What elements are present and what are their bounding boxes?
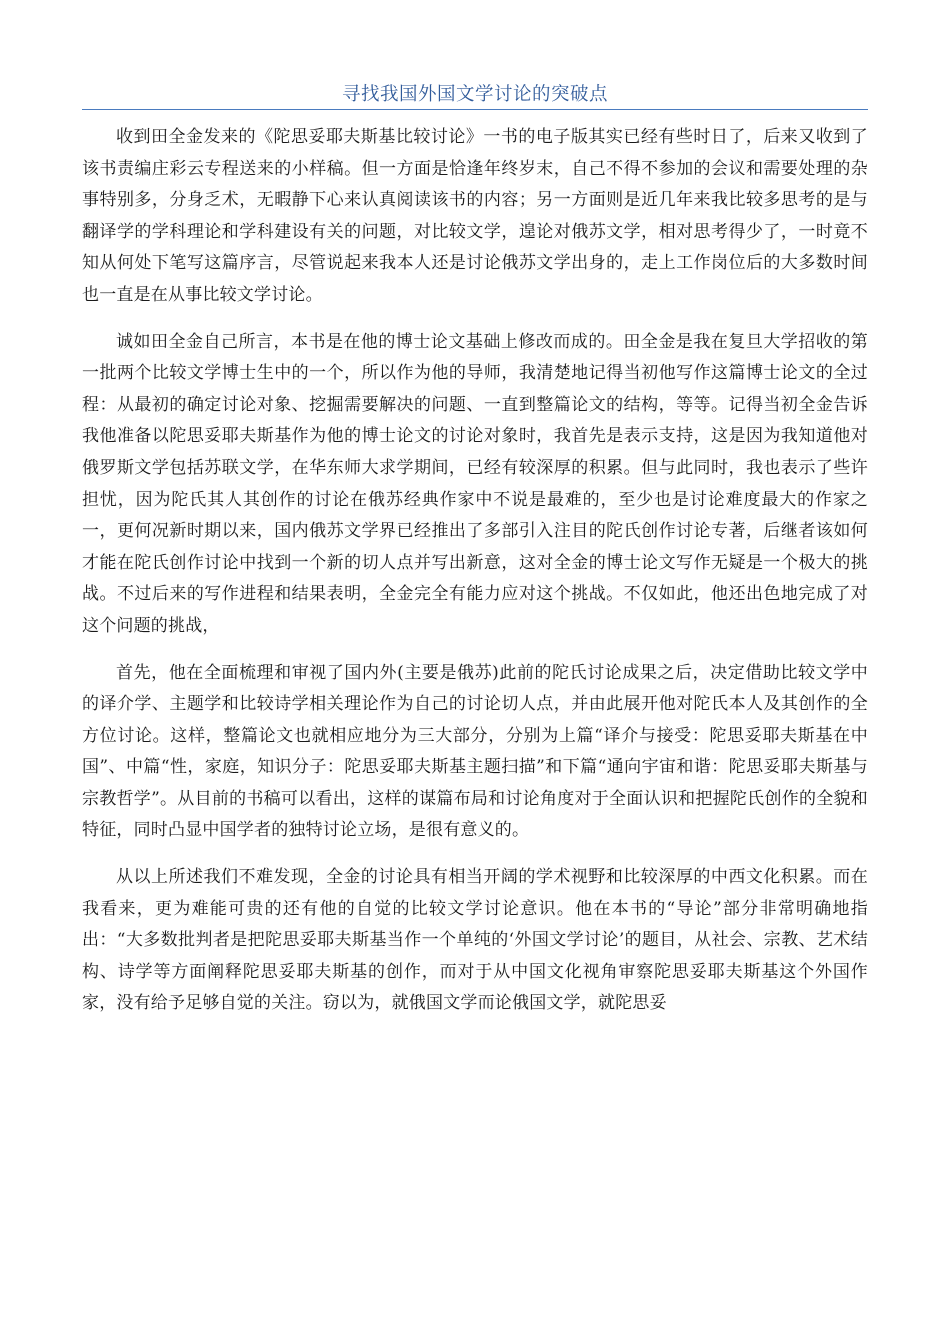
paragraph-3: 首先，他在全面梳理和审视了国内外(主要是俄苏)此前的陀氏讨论成果之后，决定借助比较文学中的译介学、主题学和比较诗学相关理论作为自己的讨论切人点，并由此展开他对陀氏本人及其创作的全方位讨论。这样，整篇论文也就相应地分为三大部分，分别为上篇“译介与接受：陀思妥耶夫斯基在中国”、中篇“性，家庭，知识分子：陀思妥耶夫斯基主题扫描”和下篇“通向宇宙和谐：陀思妥耶夫斯基与宗教哲学”。从目前的书稿可以看出，这样的谋篇布局和讨论角度对于全面认识和把握陀氏创作的全貌和特征，同时凸显中国学者的独特讨论立场，是很有意义的。 <box>82 662 868 841</box>
paragraph-2: 诚如田全金自己所言，本书是在他的博士论文基础上修改而成的。田全金是我在复旦大学招收的第一批两个比较文学博士生中的一个，所以作为他的导师，我清楚地记得当初他写作这篇博士论文的全过程：从最初的确定讨论对象、挖掘需要解决的问题、一直到整篇论文的结构，等等。记得当初全金告诉我他准备以陀思妥耶夫斯基作为他的博士论文的讨论对象时，我首先是表示支持，这是因为我知道他对俄罗斯文学包括苏联文学，在华东师大求学期间，已经有较深厚的积累。但与此同时，我也表示了些许担忧，因为陀氏其人其创作的讨论在俄苏经典作家中不说是最难的，至少也是讨论难度最大的作家之一，更何况新时期以来，国内俄苏文学界已经推出了多部引入注目的陀氏创作讨论专著，后继者该如何才能在陀氏创作讨论中找到一个新的切人点并写出新意，这对全金的博士论文写作无疑是一个极大的挑战。不过后来的写作进程和结果表明，全金完全有能力应对这个挑战。不仅如此，他还出色地完成了对这个问题的挑战， <box>82 331 868 636</box>
document-title: 寻找我国外国文学讨论的突破点 <box>82 82 868 110</box>
document-body <box>82 122 868 1020</box>
paragraph-1: 收到田全金发来的《陀思妥耶夫斯基比较讨论》一书的电子版其实已经有些时日了，后来又收到了该书责编庄彩云专程送来的小样稿。但一方面是恰逢年终岁末，自己不得不参加的会议和需要处理的杂事特别多，分身乏术，无暇静下心来认真阅读该书的内容；另一方面则是近几年来我比较多思考的是与翻译学的学科理论和学科建设有关的问题，对比较文学，遑论对俄苏文学，相对思考得少了，一时竟不知从何处下笔写这篇序言，尽管说起来我本人还是讨论俄苏文学出身的，走上工作岗位后的大多数时间也一直是在从事比较文学讨论。 <box>82 127 868 305</box>
document-page <box>82 82 868 1035</box>
paragraph-4: 从以上所述我们不难发现，全金的讨论具有相当开阔的学术视野和比较深厚的中西文化积累。而在我看来，更为难能可贵的还有他的自觉的比较文学讨论意识。他在本书的“导论”部分非常明确地指出：“大多数批判者是把陀思妥耶夫斯基当作一个单纯的‘外国文学讨论’的题目，从社会、宗教、艺术结构、诗学等方面阐释陀思妥耶夫斯基的创作，而对于从中国文化视角审察陀思妥耶夫斯基这个外国作家，没有给予足够自觉的关注。窃以为，就俄国文学而论俄国文学，就陀思妥 <box>82 867 868 1014</box>
